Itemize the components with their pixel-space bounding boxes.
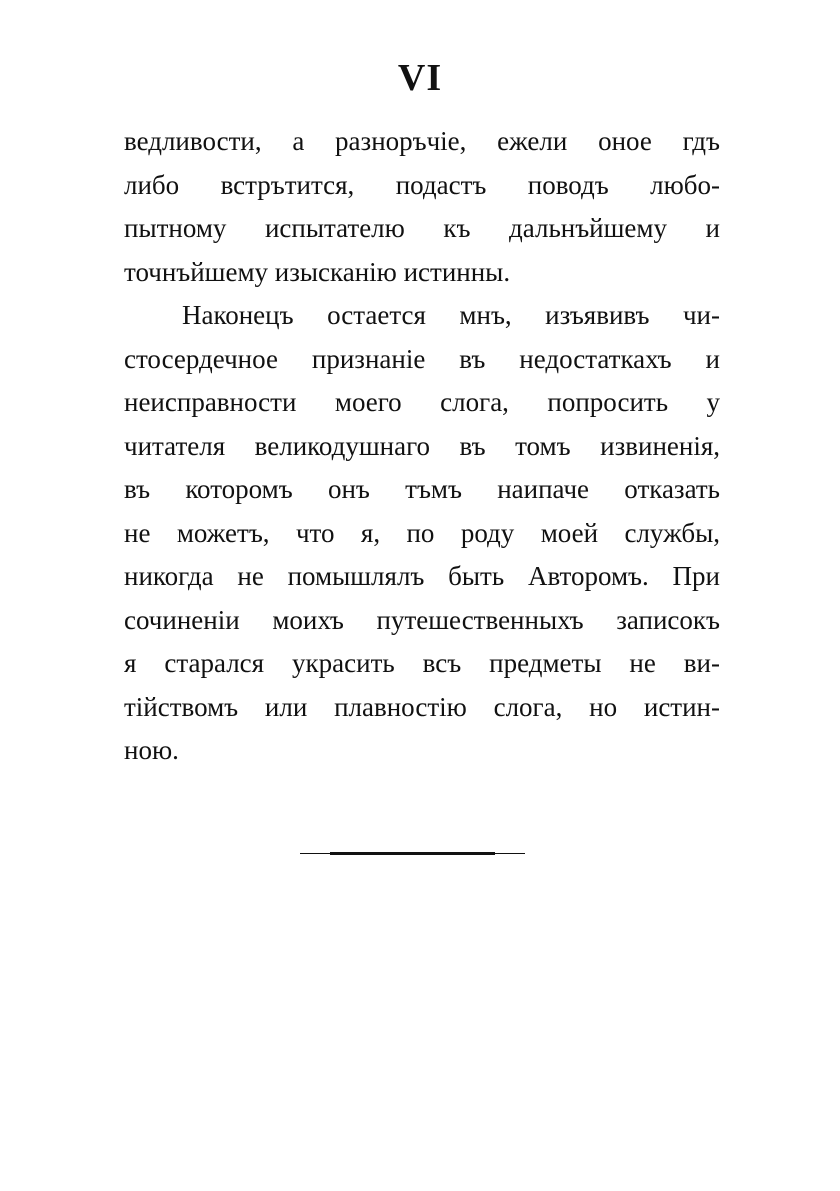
text-line: никогда не помышлялъ быть Авторомъ. При: [124, 561, 720, 591]
text-line: Наконецъ остается мнъ, изъявивъ чи-: [182, 300, 720, 330]
text-line: стосердечное признаніе въ недостаткахъ и: [124, 343, 720, 374]
text-line: читателя великодушнаго въ томъ извиненія,: [124, 430, 720, 461]
text-line: пытному испытателю къ дальнъйшему и: [124, 213, 720, 243]
text-line: въ которомъ онъ тъмъ наипаче отказать: [124, 474, 720, 504]
text-line: точнъйшему изысканію истинны.: [124, 256, 511, 287]
body-text: [124, 120, 720, 773]
text-line: либо встрътится, подастъ поводъ любо-: [124, 169, 720, 200]
text-line: тійствомъ или плавностію слога, но истин-: [124, 691, 720, 722]
text-line: я старался украсить всъ предметы не ви-: [124, 648, 720, 678]
page-number: VI: [397, 57, 443, 99]
text-line: ведливости, а разноръчіе, ежели оное гдъ: [124, 126, 720, 156]
text-line: ною.: [124, 735, 179, 765]
text-line: не можетъ, что я, по роду моей службы,: [124, 517, 720, 548]
text-line: неисправности моего слога, попросить у: [124, 387, 720, 417]
divider-thick-rule: [330, 852, 495, 855]
text-line: сочиненіи моихъ путешественныхъ записокъ: [124, 604, 720, 635]
